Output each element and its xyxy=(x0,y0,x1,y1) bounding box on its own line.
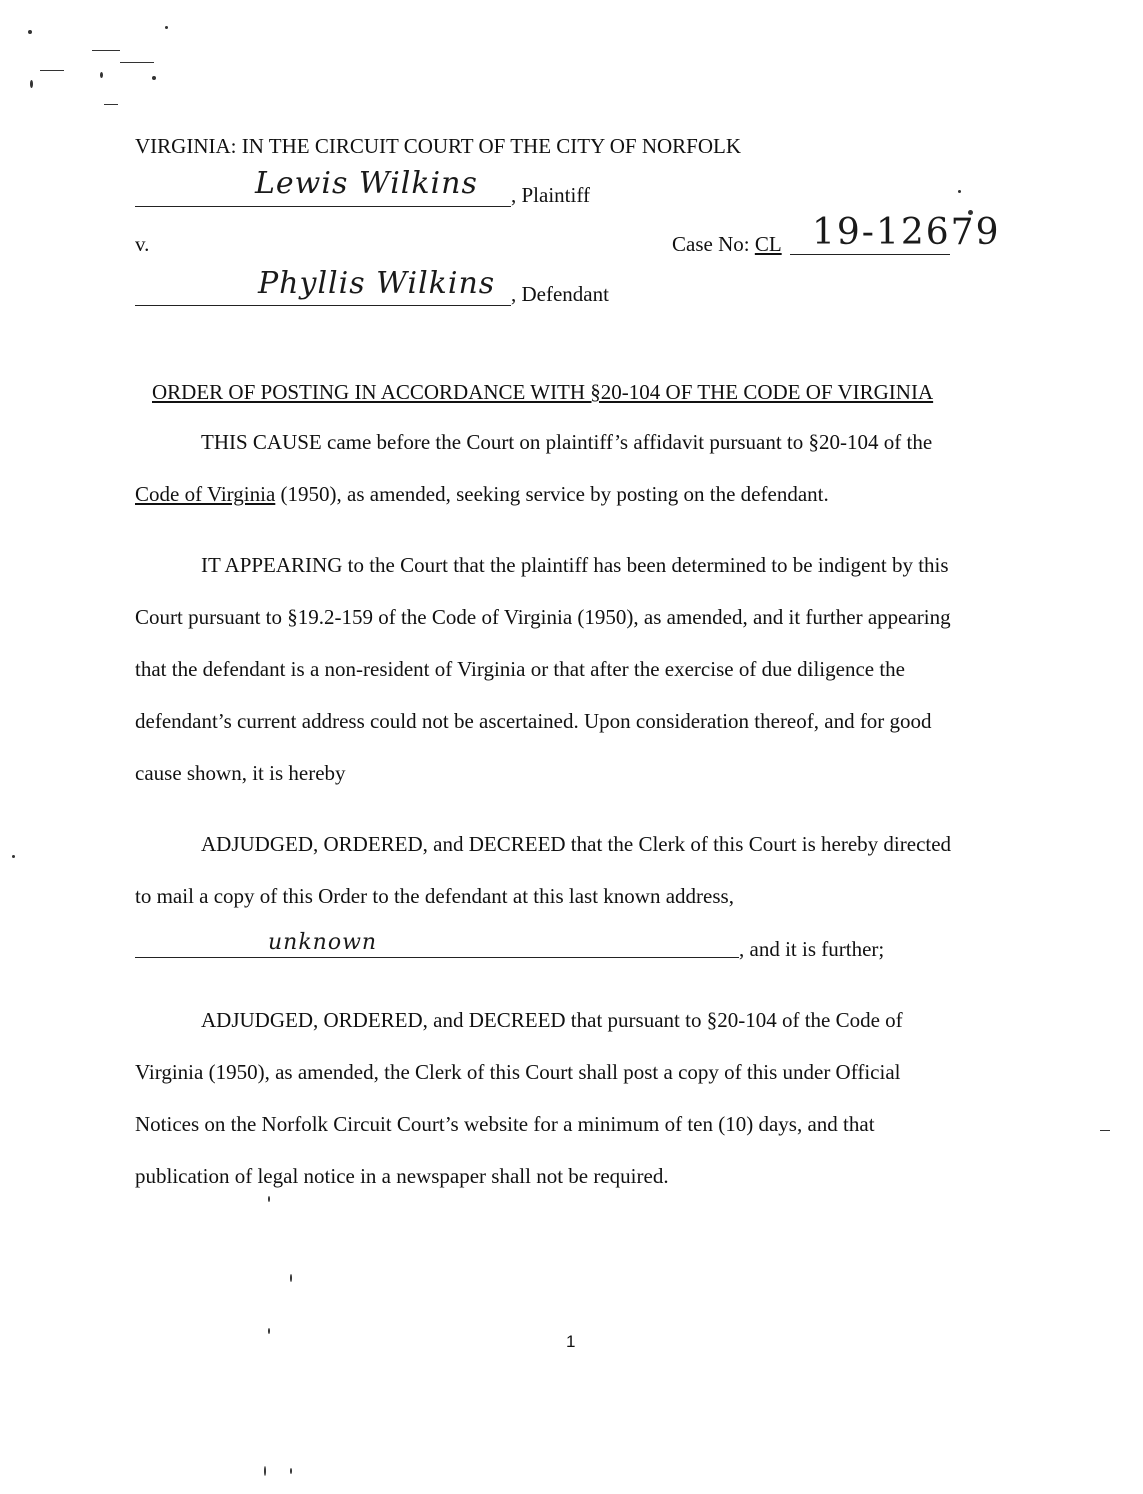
paragraph-2-line-3: that the defendant is a non-resident of Virginia or that after the exercise of due diligence the xyxy=(135,657,906,681)
paragraph-3-line-2: to mail a copy of this Order to the defendant at this last known address, xyxy=(135,884,734,908)
defendant-name-handwritten: Phyllis Wilkins xyxy=(258,266,496,301)
plaintiff-signature-line xyxy=(135,206,511,207)
paragraph-1-line-2 xyxy=(135,482,829,507)
defendant-signature-line xyxy=(135,305,511,306)
paragraph-2-line-5: cause shown, it is hereby xyxy=(135,761,346,785)
plaintiff-name-handwritten: Lewis Wilkins xyxy=(255,166,478,201)
address-handwritten: unknown xyxy=(268,930,378,955)
versus-label: v. xyxy=(135,232,150,256)
code-of-virginia-reference: Code of Virginia xyxy=(135,482,276,506)
page-number: 1 xyxy=(566,1332,576,1351)
paragraph-3-line-1: ADJUDGED, ORDERED, and DECREED that the Clerk of this Court is hereby directed xyxy=(201,832,952,856)
address-line xyxy=(135,957,739,958)
defendant-label: , Defendant xyxy=(511,282,609,306)
paragraph-4-line-1: ADJUDGED, ORDERED, and DECREED that pursuant to §20-104 of the Code of xyxy=(201,1008,903,1032)
paragraph-1-line-2-rest: (1950), as amended, seeking service by posting on the defendant. xyxy=(275,482,829,506)
paragraph-4-line-4: publication of legal notice in a newspaper shall not be required. xyxy=(135,1164,669,1188)
case-number-label: Case No: xyxy=(672,232,755,256)
order-title: ORDER OF POSTING IN ACCORDANCE WITH §20-104 OF THE CODE OF VIRGINIA xyxy=(152,380,934,404)
paragraph-2-line-4: defendant’s current address could not be ascertained. Upon consideration thereof, and for good xyxy=(135,709,932,733)
case-number-line xyxy=(790,254,950,255)
address-suffix: , and it is further; xyxy=(739,937,885,961)
plaintiff-label: , Plaintiff xyxy=(511,183,590,207)
case-number xyxy=(672,232,782,257)
paragraph-1-line-1: THIS CAUSE came before the Court on plaintiff’s affidavit pursuant to §20-104 of the xyxy=(201,430,933,454)
case-number-handwritten: 19-12679 xyxy=(812,212,1001,253)
paragraph-4-line-3: Notices on the Norfolk Circuit Court’s website for a minimum of ten (10) days, and that xyxy=(135,1112,875,1136)
paragraph-2-line-2: Court pursuant to §19.2-159 of the Code of Virginia (1950), as amended, and it further appearing xyxy=(135,605,951,629)
paragraph-2-line-1: IT APPEARING to the Court that the plaintiff has been determined to be indigent by this xyxy=(201,553,949,577)
court-heading: VIRGINIA: IN THE CIRCUIT COURT OF THE CITY OF NORFOLK xyxy=(135,134,742,158)
paragraph-4-line-2: Virginia (1950), as amended, the Clerk of this Court shall post a copy of this under Official xyxy=(135,1060,901,1084)
case-number-prefix: CL xyxy=(754,232,782,256)
